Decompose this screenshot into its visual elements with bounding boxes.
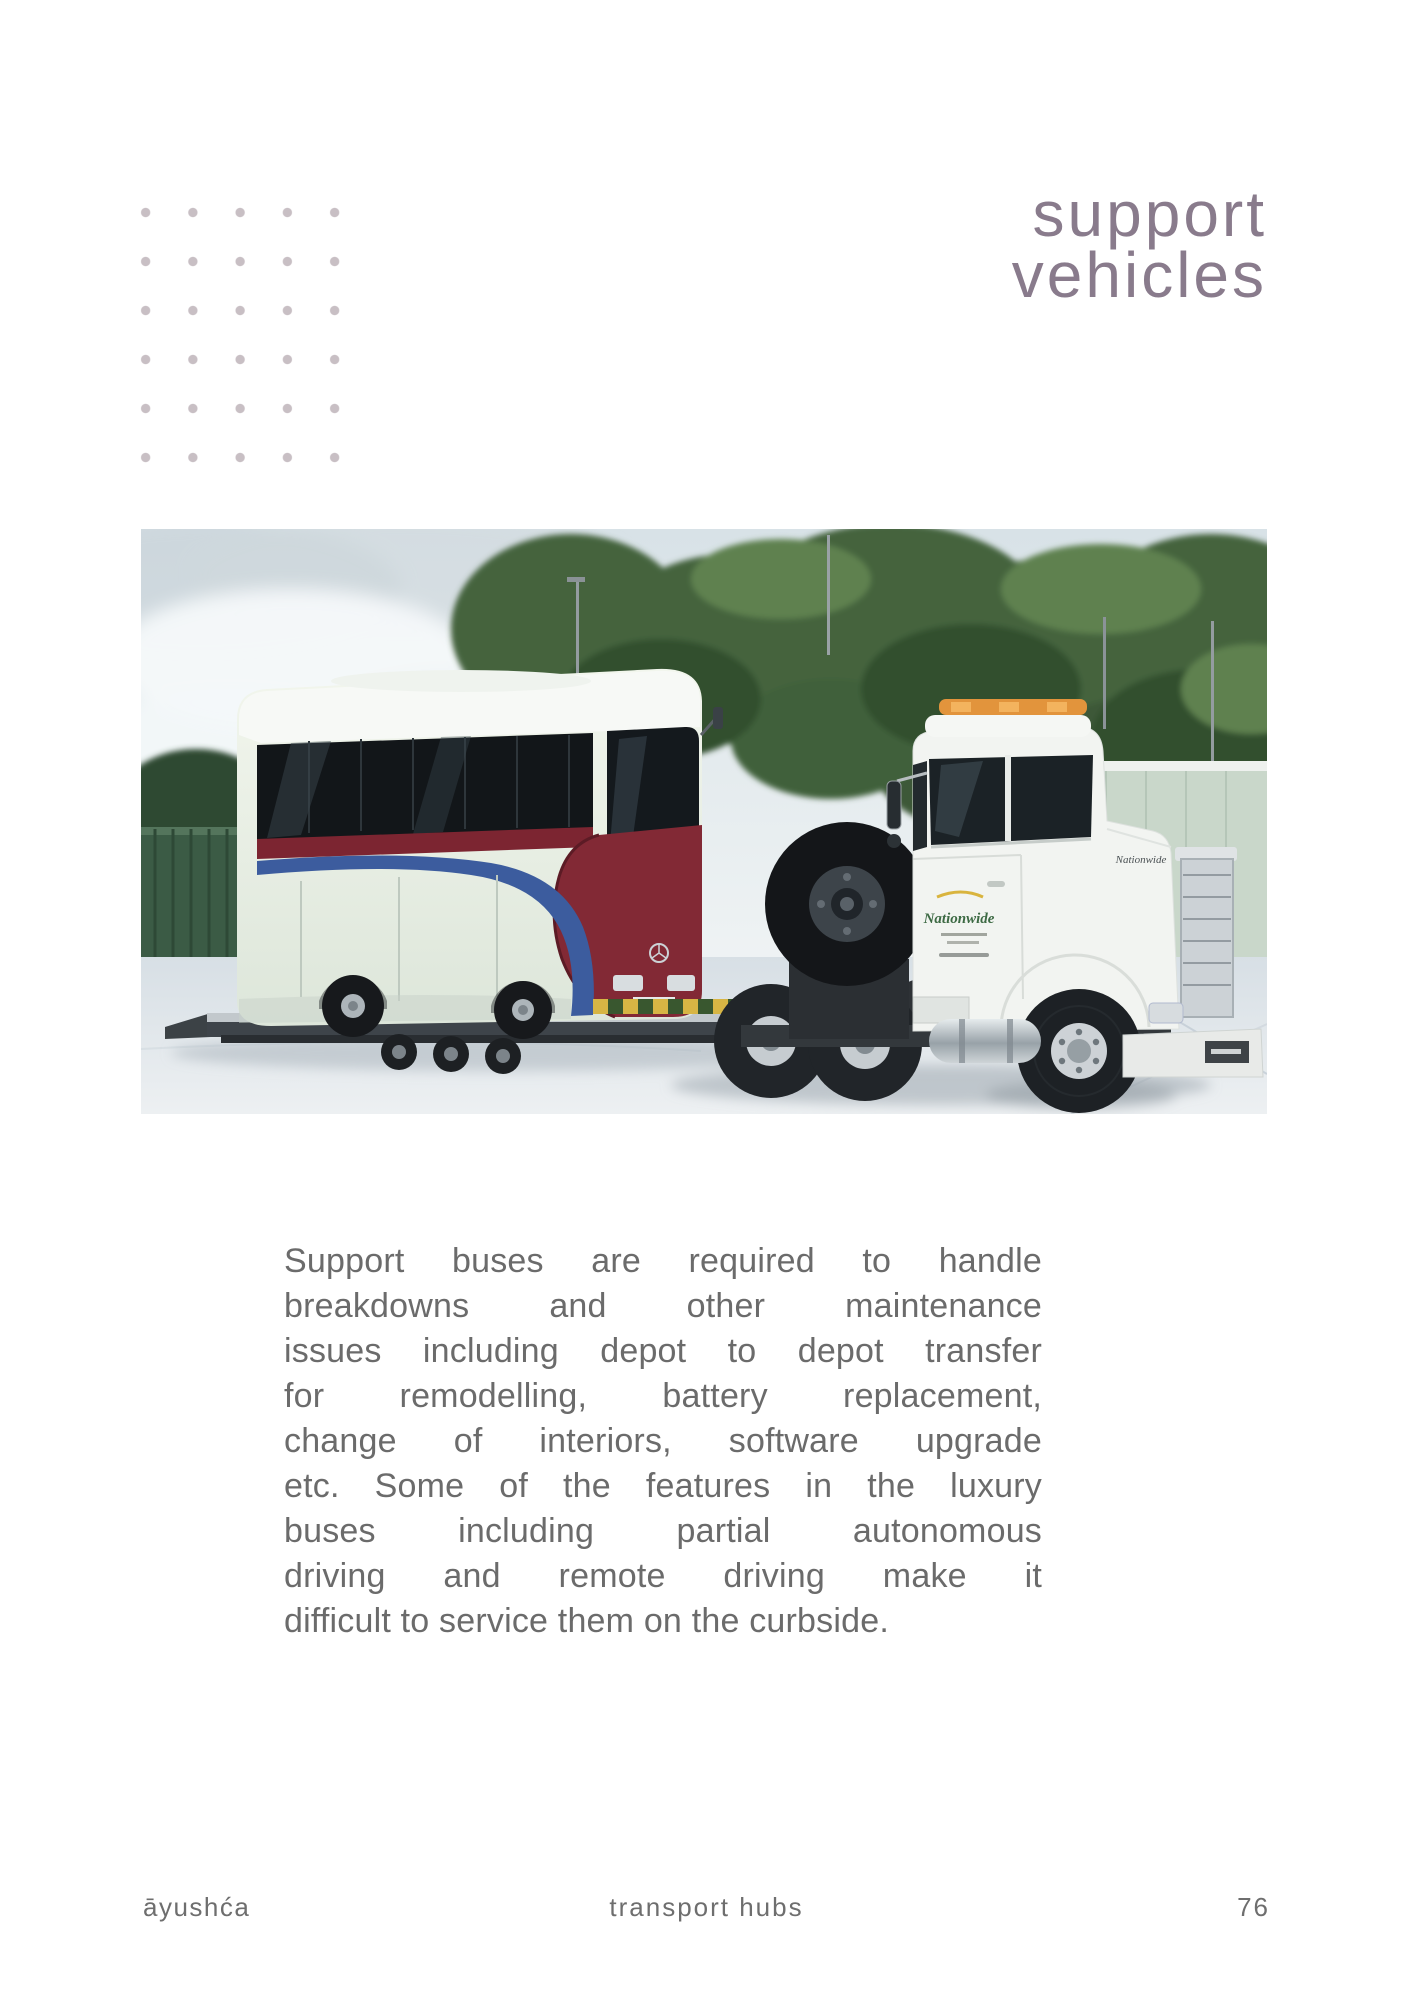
coach-bus — [237, 669, 723, 1039]
paragraph-line: change of interiors, software upgrade — [284, 1422, 1042, 1460]
truck-hood-logo: Nationwide — [1115, 854, 1167, 866]
page-title — [1011, 178, 1267, 311]
paragraph-line: etc. Some of the features in the luxury — [284, 1467, 1042, 1505]
bus-headlight — [667, 975, 695, 991]
paragraph-line: difficult to service them on the curbside. — [284, 1602, 889, 1640]
svg-text:Nationwide: Nationwide — [923, 911, 995, 927]
body-paragraph — [284, 1239, 1042, 1644]
fuel-tank — [929, 1019, 1041, 1063]
spare-tire — [765, 822, 929, 986]
paragraph-line: issues including depot to depot transfer — [284, 1332, 1042, 1370]
footer-section: transport hubs — [609, 1892, 804, 1922]
page-footer — [143, 1892, 1270, 1932]
paragraph-line: buses including partial autonomous — [284, 1512, 1042, 1550]
truck-grille — [1175, 847, 1237, 1017]
paragraph-line: driving and remote driving make it — [284, 1557, 1042, 1595]
paragraph-line: for remodelling, battery replacement, — [284, 1377, 1042, 1415]
truck-headlight — [1149, 1003, 1183, 1023]
title-line-2: vehicles — [1011, 239, 1267, 311]
photo-illustration — [141, 529, 1267, 1114]
title-line-1: support — [1032, 178, 1267, 250]
support-vehicle-photo — [141, 529, 1267, 1114]
trailer-wheels — [381, 1034, 521, 1074]
footer-page-number: 76 — [1237, 1892, 1270, 1922]
dot-grid-decoration — [122, 188, 359, 482]
paragraph-line: Support buses are required to handle — [284, 1242, 1042, 1280]
beacon-lightbar — [939, 699, 1087, 715]
door-handle — [987, 881, 1005, 887]
paragraph-line: breakdowns and other maintenance — [284, 1287, 1042, 1325]
bus-headlight — [613, 975, 643, 991]
truck-antenna — [1103, 617, 1106, 729]
footer-author: āyushća — [143, 1892, 251, 1922]
